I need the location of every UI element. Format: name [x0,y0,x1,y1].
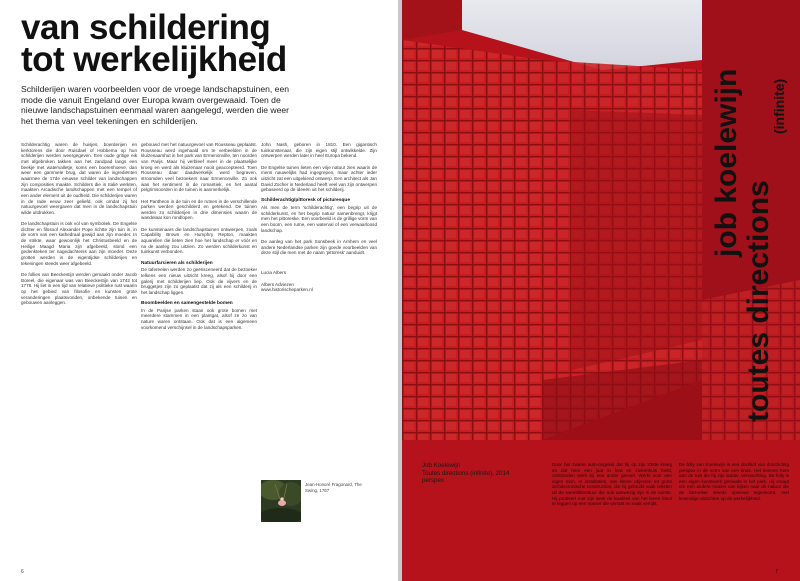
paragraph: De Engelse tuinen lieten een vrije natuur zien waarin de mens nauwelijks had ingegrepen, maar achter ieder uitzicht zat een uitgekiend ontwerp. Een architect als Jan David Zocher in Nederland heeft veel van zijn ontwerpen gebaseerd op de ideeën uit het schilderij. [261,164,377,193]
vertical-title-line-3: (infinite) [771,78,787,134]
right-text-column-2: De folly van Koelewijn is een doolhof van doorzichtig perspex in de vorm van een kruis. Het kennen hem aan de tuin die hij zijn ladder, verwachting. De folly is een eigen kunstwerk gemaakt in het park. Hij vraagt om een andere manier van kijken naar de natuur die de bezoeker steeds opnieuw tegenkomt, met levendige uitzichten op de werkelijkheid. [679,462,789,501]
paragraph: In de Parijse parken staan ook grote bomen met meerdere stammen in een plantgat, alsof ze zo van nature waren ontstaan. Ook dat is een algemeen voorkomend verschijnsel in de landschapsparken. [141,307,257,330]
paragraph: John Nash, geboren in 1810. Een gigantisch tuinkunstenaar, die zijn eigen stijl ontwikkelde. Zijn ontwerpen werden later in heel Europa bekend. [261,142,377,159]
paragraph: De tafereelen werden zo geënsceneerd dat de bezoeker telkens een nieuw uitzicht kreeg, alsof hij door een galerij met schilderijen liep. Ook de vijvers en de bruggetjes zijn zo geplaatst dat zij als een schilderij in het landschap liggen. [141,267,257,295]
vertical-title-line-2: toutes directions [742,180,775,422]
paragraph: Schilderachtig waren de huisjes, boerderijen en kerktorens die door Ruisdael of Hobbema op hun schilderijen werden weergegeven. Een oude gritige eik met afgebroken takken aan het zandpad langs een beekje met watervalletje, soms een boerenhoeve, dan weer een gammele brug, dat waren de ingrediënten waarmee de 17de eeuwse schilder van landschappen zijn composities maakte. Schilders die in Italië werkten, maakten Arcadische landschappen met een tempel of een ander element uit de oudheid. Die schilderijen waren in de rade eeuw zeer geliefd, ook omdat zij het natuurgevoel weergaven dat men in de landschapstuin wilde uitdrukken. [21,142,137,215]
title-line-2: tot werkelijkheid [21,40,287,79]
vertical-title [702,12,792,432]
page-number: 7 [775,569,778,575]
author-url: www.historischeparken.nl [261,287,313,293]
text-column-2 [141,142,257,572]
right-text-column-1: Door het zwarte auto-ongeluk dat hij op zijn 23ste kreeg en dat hem een jaar in bed en ziekenhuis hield, ontstonden werk bij een ander gevoel. Werkt voor een eigen toon. In installaties, van kleine objecten tot grote architectonische constructies, die hij gebruikt vaak teksten uit de wereldliteratuur die ook aanwezig zijn in de ruimte. Hij probeert met zijn werk de kwaliteit van het leven bloot te leggen op een manier die verrast en vaak verrijkt. [552,462,672,507]
article-title [21,8,287,79]
paragraph: De aanleg van het park Sonsbeek in Arnhem en veel andere Nederlandse parken zijn goede voorbeelden van deze stijl die men met de naam 'pittoresk' aanduidt. [261,238,377,256]
right-page [402,0,800,581]
caption-work: Toutes directions (infinite), 2014 [422,469,510,477]
paragraph: gebouwd met het natuurgevoel van Rousseau geplaatst. Rousseau werd ingehaald om te verbeelden in de kluizenaarshut in het park van Ermenonville, ten noorden van Parijs. Maar hij verbleef meer in de plaatselijke kroeg en werd als kluizenaar nooit geaccepteerd. Toen Rousseau daar daadwerkelijk werd begraven, stroomden veel bezoekers naar Ermenonville. Zo ook was het sentiment in de romantiek, en het aantal pelgrimsoorden in de tuinen is aanmerkelijk. [141,142,257,193]
section-heading: Boombeelden en samengestelde bomen [141,301,233,307]
text-column-3 [261,142,377,472]
paragraph: De follies van Beeckestijn werden gemaakt onder Jacob Boreel, die eigenaar was van Beeckestijn van 1742 tot 1778. Hij liet in een tijd van relatieve politieke rust waarin op het gebied van filosofie en kunsten grote veranderingen plaatsvonden, onbekende tuinen en gebouwen aanleggen. [21,271,137,306]
caption-artist: Job Koelewijn [422,462,461,469]
title-line-1: van schildering [21,8,271,47]
caption-material: perspex [422,477,445,484]
section-heading: Schilderachtig/pittoresk of picturesque [261,198,351,204]
section-heading: Natuurfarcieren als schilderijen [141,260,213,266]
paragraph: Het Pantheon in de tuin en de ruïnes in de verschillende parken werden geschilderd en getekend. De tuinen werden zo schilderijen in drie dimensies waarin de wandelaar kon rondlopen. [141,198,257,221]
lead-paragraph: Schilderijen waren voorbeelden voor de vroege landschapstuinen, een mode die vanuit Engeland over Europa kwam overgewaaid. Toen de nieuwe landschapstuinen eenmaal waren aangelegd, werden die weer het thema van veel tekeningen en schilderijen. [21,84,290,126]
left-page [0,0,398,581]
vertical-title-line-1: job koelewijn [710,68,743,257]
paragraph: De kunstenaars die landschapstuinen ontwierpen, zoals Capability Brown en Humphry Repton, maakten aquarellen die lieten zien hoe het landschap er vóór en na de aanleg zou uitzien. Zo werden schilderkunst en tuinkunst verbonden. [141,226,257,255]
paragraph: De landschapstuin is ook vol van symboliek. De Engelse dichter en filosoof Alexander Pope richtte zijn tuin in, in de vorm van een kathedraal gewijd aan zijn moeder. In de strikte, waar gewoonlijk het Christusbeeld en de Heilige Maagd Maria zijn afgebeeld, stond een gedenkteken ter nagedachtenis aan zijn moeder. Deze grotten werden in de eigentijdse schilderijen en tekeningen steeds weer afgebeeld. [21,221,137,266]
artwork-caption [422,462,512,485]
author-org: Albers Adviezen [261,281,294,287]
paragraph: Als men de term 'schilderachtig', een begrip uit de schilderkunst, en het begrip natuur samenbrengt, krijgt men het pittoreske. Een voorbeeld is de grillige vorm van een boom, een ruïne, een waterval of een verwaarloosd landschap. [261,205,377,233]
author-name: Lucia Albers [261,269,287,275]
thumbnail-caption: Jean-Honoré Fragonard, The Swing, 1767 [305,482,362,493]
text-column-1 [21,142,137,572]
painting-thumbnail [261,480,301,522]
page-number: 6 [21,569,24,575]
